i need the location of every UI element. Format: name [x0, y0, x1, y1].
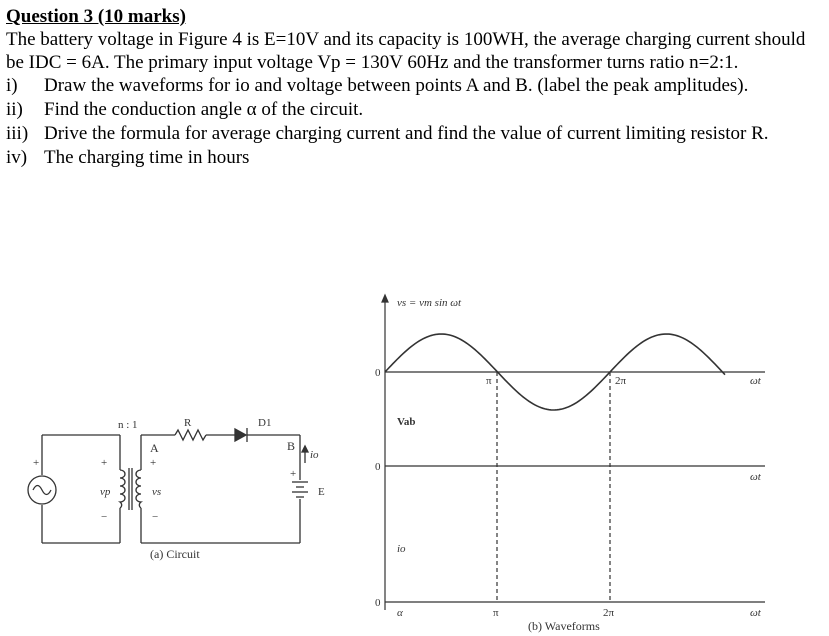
- resistor-icon: [175, 430, 206, 440]
- question-list: [6, 74, 824, 170]
- io-label: io: [310, 449, 319, 461]
- plus-sign: +: [290, 468, 297, 480]
- question-item-4: [6, 146, 824, 170]
- item-number: i): [6, 75, 18, 96]
- question-intro: The battery voltage in Figure 4 is E=10V and its capacity is 100WH, the average charging current should be IDC = 6A. The primary input voltage Vp = 130V 60Hz and the transformer turns ratio n=2:1.: [6, 29, 806, 73]
- question-block: [6, 6, 824, 170]
- turns-ratio-label: n : 1: [118, 419, 138, 431]
- minus-sign: −: [152, 511, 159, 523]
- alpha-label: α: [397, 607, 403, 619]
- circuit-labels: [33, 417, 325, 561]
- io-label: io: [397, 543, 406, 555]
- item-number: iii): [6, 123, 29, 144]
- circuit-caption: (a) Circuit: [150, 547, 200, 561]
- question-item-3: [6, 122, 824, 146]
- node-a-label: A: [150, 441, 159, 455]
- zero-label: 0: [375, 367, 381, 379]
- question-item-2: [6, 98, 824, 122]
- diode-label: D1: [258, 417, 272, 429]
- resistor-label: R: [184, 417, 192, 429]
- wt-label: ωt: [750, 471, 761, 483]
- minus-sign: −: [101, 511, 108, 523]
- battery-icon: [292, 482, 308, 497]
- waveform-labels: [375, 297, 762, 633]
- secondary-coil-icon: [136, 470, 141, 508]
- plus-sign: +: [150, 457, 157, 469]
- zero-label: 0: [375, 461, 381, 473]
- pi-label: π: [486, 375, 492, 387]
- node-b-label: B: [287, 439, 296, 453]
- two-pi-label: 2π: [615, 375, 627, 387]
- question-item-1: [6, 74, 824, 98]
- primary-coil-icon: [120, 470, 125, 508]
- item-text: Drive the formula for average charging current and find the value of current limiting resistor R.: [44, 123, 769, 144]
- item-number: iv): [6, 147, 28, 168]
- item-number: ii): [6, 99, 23, 120]
- figure-4: [0, 280, 829, 636]
- zero-label: 0: [375, 597, 381, 609]
- question-title: Question 3 (10 marks): [6, 6, 186, 27]
- waveform-plots: [382, 295, 765, 610]
- item-text: Find the conduction angle α of the circuit.: [44, 99, 364, 120]
- vp-label: vp: [100, 486, 111, 498]
- plus-sign: +: [33, 457, 40, 469]
- vab-label: Vab: [397, 416, 416, 428]
- plus-sign: +: [101, 457, 108, 469]
- item-text: The charging time in hours: [44, 147, 250, 168]
- two-pi-label: 2π: [603, 607, 615, 619]
- vs-label: vs: [152, 486, 162, 498]
- battery-label: E: [318, 486, 325, 498]
- circuit-diagram: [28, 428, 308, 543]
- vs-equation-label: vs = vm sin ωt: [397, 297, 462, 309]
- wt-label: ωt: [750, 607, 761, 619]
- item-text: Draw the waveforms for io and voltage between points A and B. (label the peak amplitudes).: [44, 75, 749, 96]
- waveforms-caption: (b) Waveforms: [528, 619, 600, 633]
- diode-icon: [235, 428, 247, 442]
- pi-label: π: [493, 607, 499, 619]
- wt-label: ωt: [750, 375, 761, 387]
